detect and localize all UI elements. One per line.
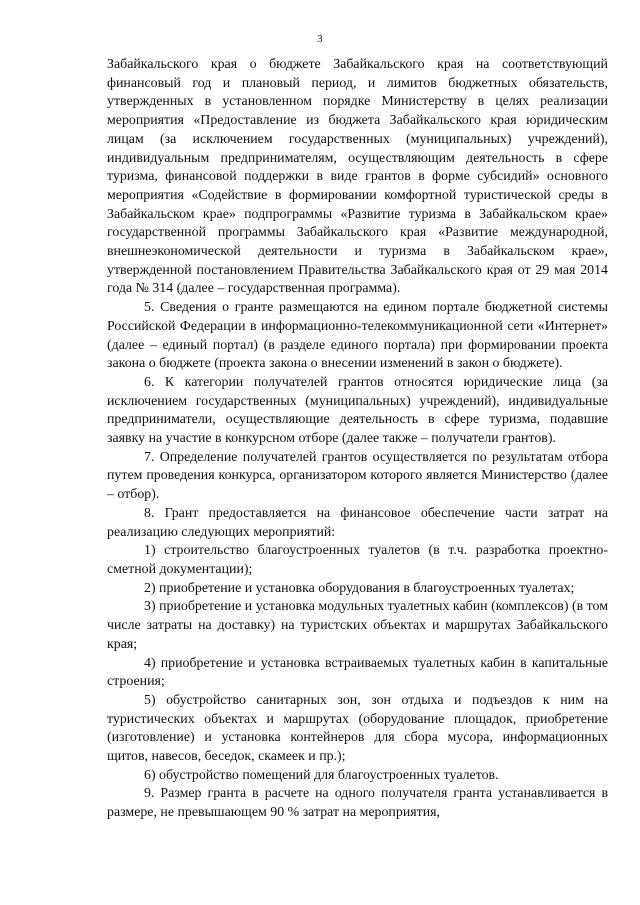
paragraph-item-5: 5. Сведения о гранте размещаются на едином портале бюджетной системы Российской Федерации в информационно-телекоммуникационной сети «Интернет» (далее – единый портал) (в разделе единого портала) при формировании проекта закона о бюджете (проекта закона о внесении изменений в закон о бюджете). <box>107 300 608 372</box>
paragraph-item-7: 7. Определение получателей грантов осуществляется по результатам отбора путем проведения конкурса, организатором которого является Министерство (далее – отбор). <box>107 449 608 503</box>
page-number: 3 <box>317 34 323 45</box>
paragraph-continuation: Забайкальского края о бюджете Забайкальского края на соответствующий финансовый год и плановый период, и лимитов бюджетных обязательств, утвержденных в установленном порядке Министерству в целях реализации мероприятия «Предоставление из бюджета Забайкальского края юридическим лицам (за исключением государственных (муниципальных) учреждений), индивидуальным предпринимателям, осуществляющим деятельность в сфере туризма, финансовой поддержки в виде грантов в форме субсидий» основного мероприятия «Содействие в формировании комфортной туристической среды в Забайкальском крае» подпрограммы «Развитие туризма в Забайкальском крае» государственной программы Забайкальского края «Развитие международной, внешнеэкономической деятельности и туризма в Забайкальском крае», утвержденной постановлением Правительства Забайкальского края от 29 мая 2014 года № 314 (далее – государственная программа). <box>107 57 608 297</box>
list-item-3: 3) приобретение и установка модульных туалетных кабин (комплексов) (в том числе затраты на доставку) на туристских объектах и маршрутах Забайкальского края; <box>107 599 608 652</box>
list-item-6: 6) обустройство помещений для благоустроенных туалетов. <box>144 767 499 783</box>
list-item-5: 5) обустройство санитарных зон, зон отдыха и подъездов к ним на туристических объектах и маршрутах (оборудование площадок, приобретение (изготовление) и установка контейнеров для сбора мусора, информационных щитов, навесов, беседок, скамеек и пр.); <box>107 692 608 765</box>
document-body <box>107 56 608 823</box>
paragraph-item-8: 8. Грант предоставляется на финансовое обеспечение части затрат на реализацию следующих мероприятий: <box>107 505 608 540</box>
list-item-1: 1) строительство благоустроенных туалетов (в т.ч. разработка проектно-сметной документации); <box>107 543 608 577</box>
list-item-4: 4) приобретение и установка встраиваемых туалетных кабин в капитальные строения; <box>107 655 608 690</box>
paragraph-item-6: 6. К категории получателей грантов относятся юридические лица (за исключением государственных (муниципальных) учреждений), индивидуальные предприниматели, осуществляющие деятельность в сфере туризма, подавшие заявку на участие в конкурсном отборе (далее также – получатели грантов). <box>107 374 608 447</box>
paragraph-item-9: 9. Размер гранта в расчете на одного получателя гранта устанавливается в размере, не превышающем 90 % затрат на мероприятия, <box>107 786 608 821</box>
list-item-2: 2) приобретение и установка оборудования в благоустроенных туалетах; <box>144 580 575 596</box>
